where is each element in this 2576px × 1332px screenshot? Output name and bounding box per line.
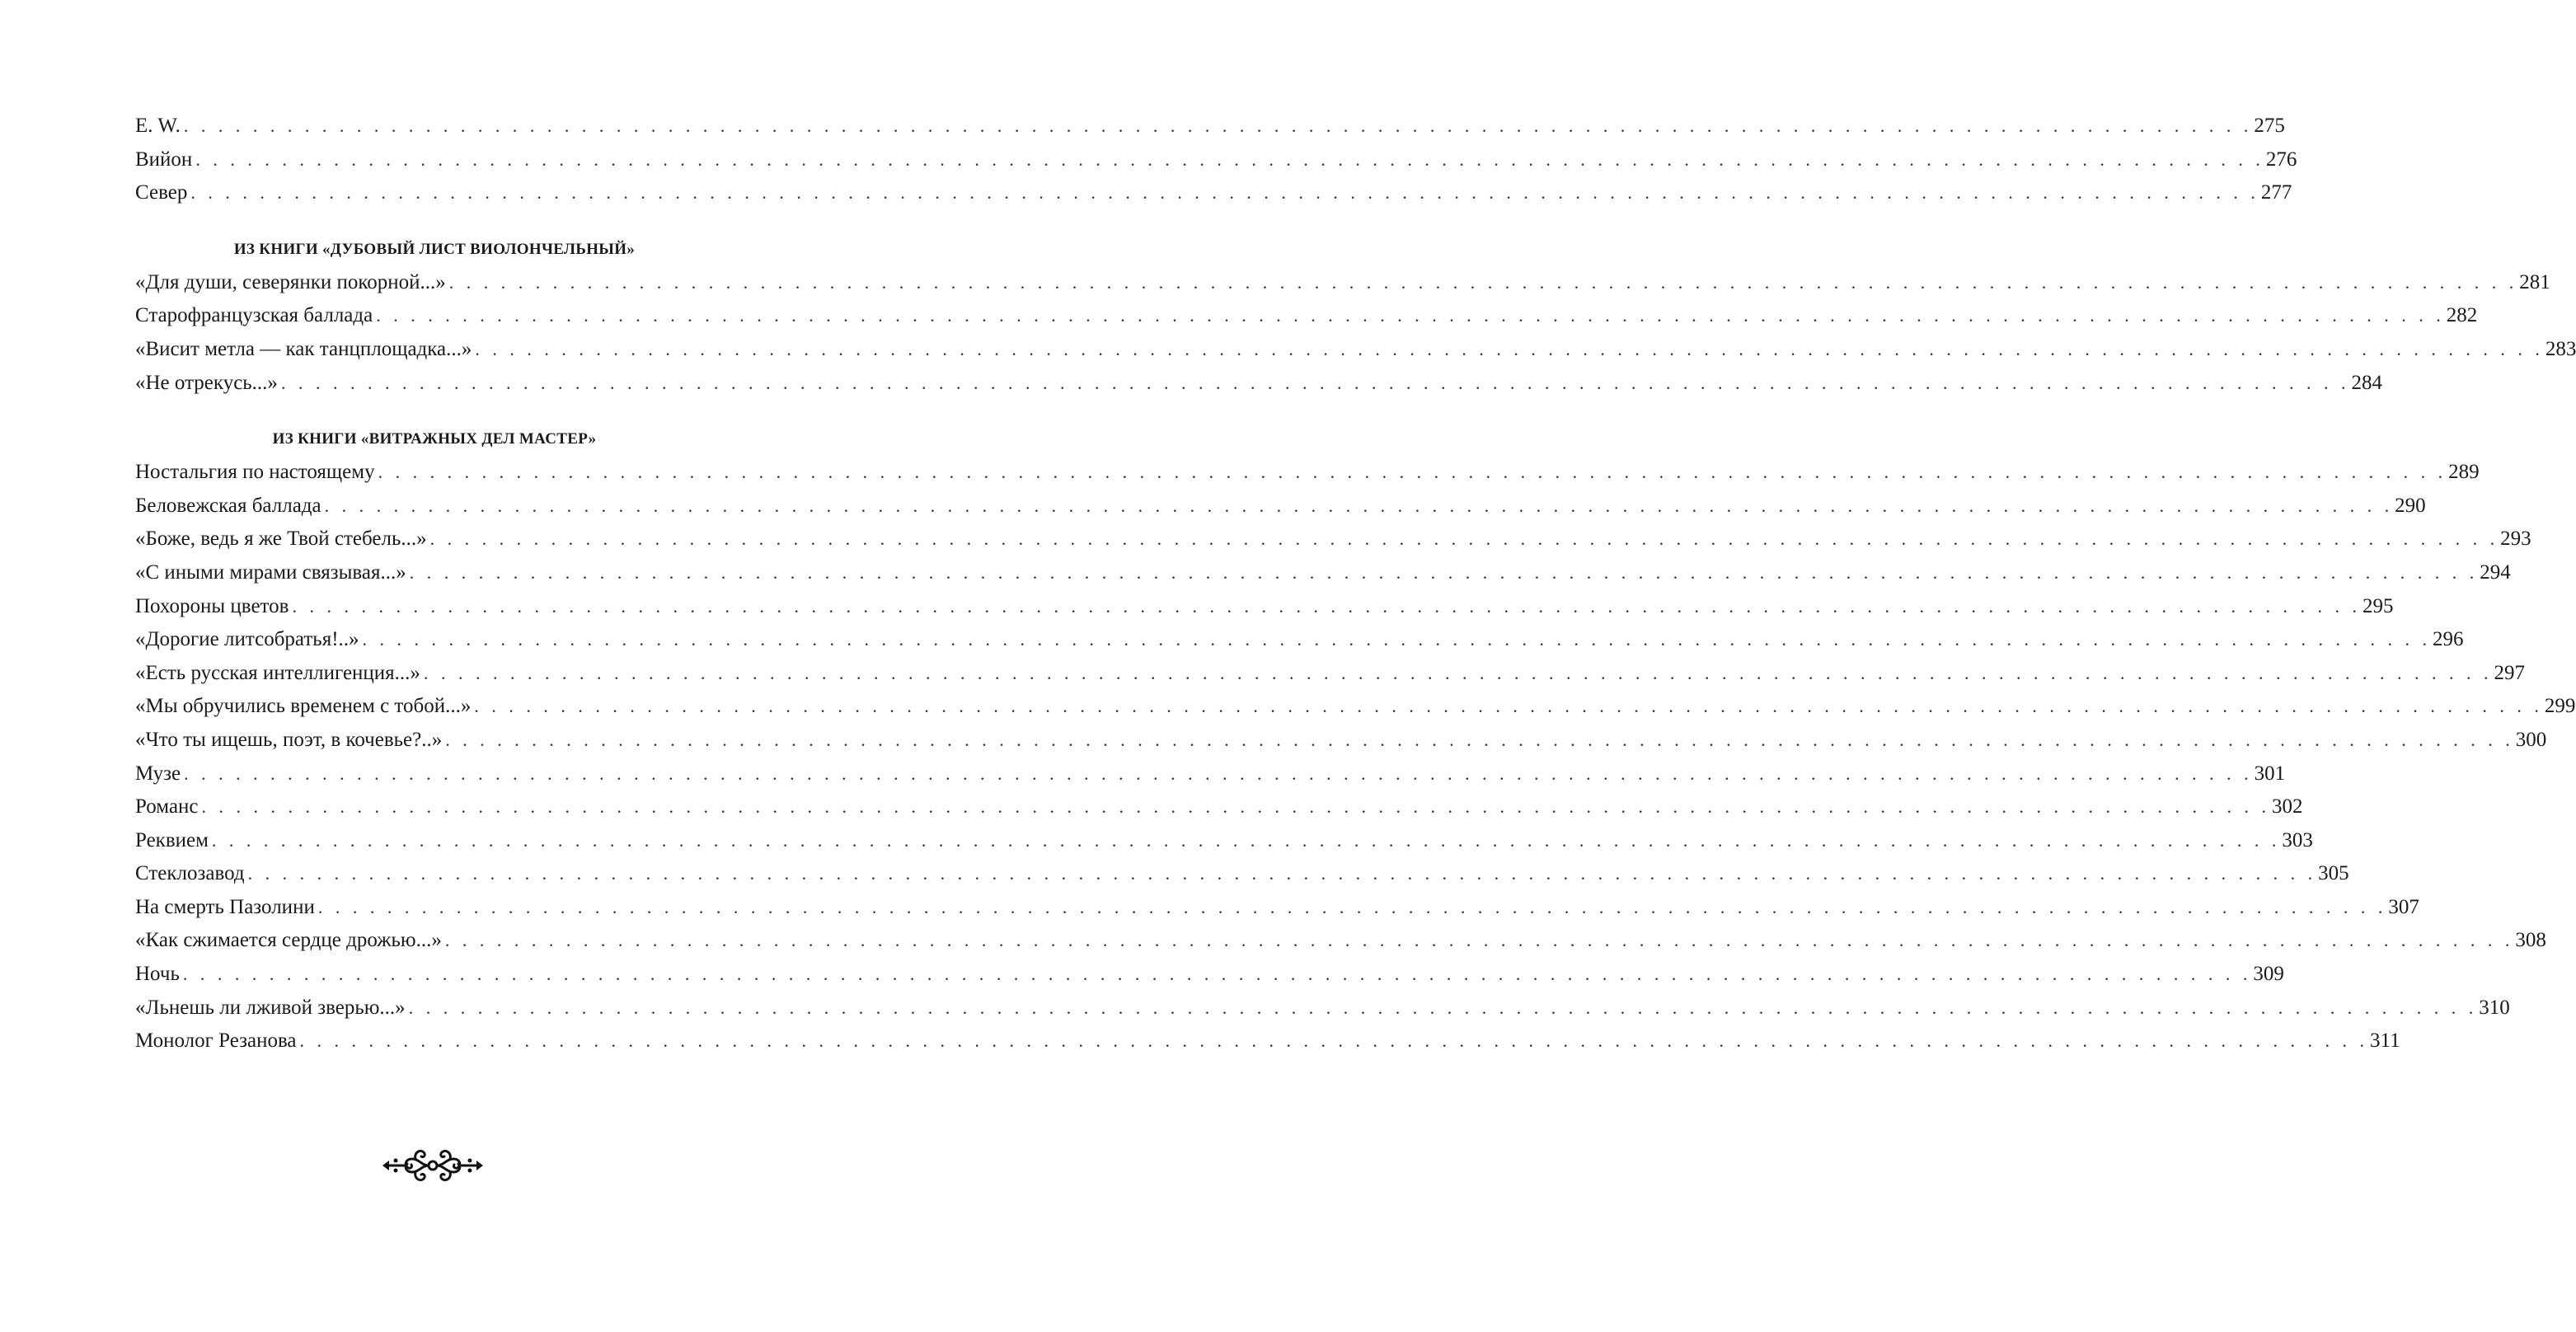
toc-entry-title: «Не отрекусь...» (135, 371, 278, 394)
toc-entry[interactable] (135, 490, 2426, 523)
dot-leader: . . . . . . . . . . . . . . . . . . . . . . . . . . . . . . . . . . . . . . . . . . . . . . . . . . . . . . . . . . . . . . . . . . . . . . . . . . . . . . . . . . . . . . . . . . . . . . . . . . . . . . . . . . . . . . . . . . . . . . . . (182, 964, 2252, 985)
dot-leader: . . . . . . . . . . . . . . . . . . . . . . . . . . . . . . . . . . . . . . . . . . . . . . . . . . . . . . . . . . . . . . . . . . . . . . . . . . . . . . . . . . . . . . . . . . . . . . . . . . . . . . . . . . . . . . . . . . . . . . . . (362, 629, 2432, 650)
toc-entry[interactable] (135, 924, 2546, 958)
dot-leader: . . . . . . . . . . . . . . . . . . . . . . . . . . . . . . . . . . . . . . . . . . . . . . . . . . . . . . . . . . . . . . . . . . . . . . . . . . . . . . . . . . . . . . . . . . . . . . . . . . . . . . . . . . . . . . . . . . . . . . . . (317, 896, 2387, 917)
toc-entry[interactable] (135, 724, 2547, 757)
toc-entry[interactable] (135, 958, 2284, 992)
toc-entry[interactable] (135, 590, 2394, 624)
toc-entry[interactable] (135, 657, 2525, 691)
toc-entry-page: 301 (2254, 762, 2286, 785)
toc-entry-page: 277 (2260, 181, 2292, 204)
toc-entry-page: 303 (2282, 828, 2313, 851)
toc-entry-title: «С иными мирами связывая...» (135, 560, 406, 584)
toc-entry-page: 295 (2362, 594, 2394, 617)
toc-entry-page: 275 (2254, 115, 2285, 137)
toc-entry-page: 310 (2479, 996, 2510, 1019)
toc-entry-title: «Дорогие литсобратья!..» (135, 628, 359, 651)
toc-entry-title: Север (135, 181, 188, 204)
toc-entry-page: 276 (2265, 148, 2297, 171)
toc-entry[interactable] (135, 556, 2511, 590)
toc-entry-title: «Как сжимается сердце дрожью...» (135, 929, 442, 952)
toc-entry-title: Монолог Резанова (135, 1029, 297, 1053)
dot-leader: . . . . . . . . . . . . . . . . . . . . . . . . . . . . . . . . . . . . . . . . . . . . . . . . . . . . . . . . . . . . . . . . . . . . . . . . . . . . . . . . . . . . . . . . . . . . . . . . . . . . . . . . . . . . . . . . . . . . . . . . (201, 796, 2271, 818)
dot-leader: . . . . . . . . . . . . . . . . . . . . . . . . . . . . . . . . . . . . . . . . . . . . . . . . . . . . . . . . . . . . . . . . . . . . . . . . . . . . . . . . . . . . . . . . . . . . . . . . . . . . . . . . . . . . . . . . . . . . . . . . (474, 696, 2543, 717)
toc-entry-page: 309 (2253, 963, 2284, 986)
toc-entry-title: Романс (135, 795, 199, 818)
toc-entry-title: Ночь (135, 963, 180, 986)
toc-entry-page: 282 (2446, 304, 2478, 327)
dot-leader: . . . . . . . . . . . . . . . . . . . . . . . . . . . . . . . . . . . . . . . . . . . . . . . . . . . . . . . . . . . . . . . . . . . . . . . . . . . . . . . . . . . . . . . . . . . . . . . . . . . . . . . . . . . . . . . . . . . . . . . . (429, 528, 2499, 550)
dot-leader: . . . . . . . . . . . . . . . . . . . . . . . . . . . . . . . . . . . . . . . . . . . . . . . . . . . . . . . . . . . . . . . . . . . . . . . . . . . . . . . . . . . . . . . . . . . . . . . . . . . . . . . . . . . . . . . . . . . . . . . . (183, 115, 2253, 136)
toc-entry[interactable] (135, 690, 2576, 724)
dot-leader: . . . . . . . . . . . . . . . . . . . . . . . . . . . . . . . . . . . . . . . . . . . . . . . . . . . . . . . . . . . . . . . . . . . . . . . . . . . . . . . . . . . . . . . . . . . . . . . . . . . . . . . . . . . . . . . . . . . . . . . . (444, 930, 2514, 951)
toc-entry[interactable] (135, 299, 2478, 333)
toc-entry[interactable] (135, 110, 2285, 143)
dot-leader: . . . . . . . . . . . . . . . . . . . . . . . . . . . . . . . . . . . . . . . . . . . . . . . . . . . . . . . . . . . . . . . . . . . . . . . . . . . . . . . . . . . . . . . . . . . . . . . . . . . . . . . . . . . . . . . . . . . . . . . . (475, 338, 2544, 359)
dot-leader: . . . . . . . . . . . . . . . . . . . . . . . . . . . . . . . . . . . . . . . . . . . . . . . . . . . . . . . . . . . . . . . . . . . . . . . . . . . . . . . . . . . . . . . . . . . . . . . . . . . . . . . . . . . . . . . . . . . . . . . . (280, 372, 2350, 393)
toc-entry[interactable] (135, 757, 2286, 791)
toc-entry-page: 293 (2500, 528, 2531, 551)
toc-entry[interactable] (135, 266, 2550, 300)
toc-entry-page: 284 (2351, 371, 2382, 394)
toc-entry-title: Старофранцузская баллада (135, 304, 373, 327)
toc-entry-page: 290 (2395, 494, 2426, 517)
toc-entry[interactable] (135, 333, 2576, 367)
dot-leader: . . . . . . . . . . . . . . . . . . . . . . . . . . . . . . . . . . . . . . . . . . . . . . . . . . . . . . . . . . . . . . . . . . . . . . . . . . . . . . . . . . . . . . . . . . . . . . . . . . . . . . . . . . . . . . . . . . . . . . . . (299, 1030, 2369, 1052)
toc-entry-title: Беловежская баллада (135, 494, 321, 517)
toc-entry-title: «Что ты ищешь, поэт, в кочевье?..» (135, 728, 443, 751)
toc-entry-title: Музе (135, 762, 181, 785)
toc-entry[interactable] (135, 176, 2292, 210)
dot-leader: . . . . . . . . . . . . . . . . . . . . . . . . . . . . . . . . . . . . . . . . . . . . . . . . . . . . . . . . . . . . . . . . . . . . . . . . . . . . . . . . . . . . . . . . . . . . . . . . . . . . . . . . . . . . . . . . . . . . . . . . (423, 662, 2493, 683)
toc-entry-title: Ностальгия по настоящему (135, 461, 375, 484)
toc-entry-title: Стеклозавод (135, 862, 245, 885)
dot-leader: . . . . . . . . . . . . . . . . . . . . . . . . . . . . . . . . . . . . . . . . . . . . . . . . . . . . . . . . . . . . . . . . . . . . . . . . . . . . . . . . . . . . . . . . . . . . . . . . . . . . . . . . . . . . . . . . . . . . . . . . (247, 863, 2317, 884)
toc-entry-page: 297 (2494, 661, 2525, 684)
toc-entry-page: 308 (2515, 929, 2546, 952)
toc-entry[interactable] (135, 857, 2349, 891)
toc-entry-page: 299 (2544, 695, 2576, 718)
table-of-contents (135, 110, 2576, 1058)
dot-leader: . . . . . . . . . . . . . . . . . . . . . . . . . . . . . . . . . . . . . . . . . . . . . . . . . . . . . . . . . . . . . . . . . . . . . . . . . . . . . . . . . . . . . . . . . . . . . . . . . . . . . . . . . . . . . . . . . . . . . . . . (292, 595, 2361, 617)
toc-entry-page: 300 (2515, 728, 2547, 751)
dot-leader: . . . . . . . . . . . . . . . . . . . . . . . . . . . . . . . . . . . . . . . . . . . . . . . . . . . . . . . . . . . . . . . . . . . . . . . . . . . . . . . . . . . . . . . . . . . . . . . . . . . . . . . . . . . . . . . . . . . . . . . . (409, 561, 2479, 583)
toc-entry-title: «Для души, северянки покорной...» (135, 270, 446, 293)
dot-leader: . . . . . . . . . . . . . . . . . . . . . . . . . . . . . . . . . . . . . . . . . . . . . . . . . . . . . . . . . . . . . . . . . . . . . . . . . . . . . . . . . . . . . . . . . . . . . . . . . . . . . . . . . . . . . . . . . . . . . . . . (211, 829, 2281, 851)
toc-entry[interactable] (135, 891, 2419, 925)
dot-leader: . . . . . . . . . . . . . . . . . . . . . . . . . . . . . . . . . . . . . . . . . . . . . . . . . . . . . . . . . . . . . . . . . . . . . . . . . . . . . . . . . . . . . . . . . . . . . . . . . . . . . . . . . . . . . . . . . . . . . . . . (448, 271, 2518, 293)
toc-entry[interactable] (135, 143, 2297, 177)
dot-leader: . . . . . . . . . . . . . . . . . . . . . . . . . . . . . . . . . . . . . . . . . . . . . . . . . . . . . . . . . . . . . . . . . . . . . . . . . . . . . . . . . . . . . . . . . . . . . . . . . . . . . . . . . . . . . . . . . . . . . . . . (378, 462, 2447, 483)
dot-leader: . . . . . . . . . . . . . . . . . . . . . . . . . . . . . . . . . . . . . . . . . . . . . . . . . . . . . . . . . . . . . . . . . . . . . . . . . . . . . . . . . . . . . . . . . . . . . . . . . . . . . . . . . . . . . . . . . . . . . . . . (195, 148, 2264, 170)
toc-entry[interactable] (135, 456, 2480, 490)
toc-entry-title: Вийон (135, 148, 193, 171)
toc-entry[interactable] (135, 1025, 2400, 1058)
toc-entry-page: 302 (2272, 795, 2303, 818)
dot-leader: . . . . . . . . . . . . . . . . . . . . . . . . . . . . . . . . . . . . . . . . . . . . . . . . . . . . . . . . . . . . . . . . . . . . . . . . . . . . . . . . . . . . . . . . . . . . . . . . . . . . . . . . . . . . . . . . . . . . . . . . (376, 305, 2445, 326)
floral-flourish-icon (379, 1141, 486, 1190)
toc-entry-title: «Боже, ведь я же Твой стебель...» (135, 528, 427, 551)
toc-entry[interactable] (135, 824, 2313, 858)
dot-leader: . . . . . . . . . . . . . . . . . . . . . . . . . . . . . . . . . . . . . . . . . . . . . . . . . . . . . . . . . . . . . . . . . . . . . . . . . . . . . . . . . . . . . . . . . . . . . . . . . . . . . . . . . . . . . . . . . . . . . . . . (445, 729, 2514, 750)
toc-entry-title: На смерть Пазолини (135, 895, 315, 918)
dot-leader: . . . . . . . . . . . . . . . . . . . . . . . . . . . . . . . . . . . . . . . . . . . . . . . . . . . . . . . . . . . . . . . . . . . . . . . . . . . . . . . . . . . . . . . . . . . . . . . . . . . . . . . . . . . . . . . . . . . . . . . . (408, 997, 2478, 1018)
toc-entry-page: 283 (2545, 337, 2576, 360)
toc-entry-page: 289 (2448, 461, 2480, 484)
toc-entry[interactable] (135, 790, 2303, 824)
toc-entry-title: Реквием (135, 828, 209, 851)
dot-leader: . . . . . . . . . . . . . . . . . . . . . . . . . . . . . . . . . . . . . . . . . . . . . . . . . . . . . . . . . . . . . . . . . . . . . . . . . . . . . . . . . . . . . . . . . . . . . . . . . . . . . . . . . . . . . . . . . . . . . . . . (324, 495, 2394, 516)
toc-entry[interactable] (135, 367, 2382, 401)
toc-entry-title: «Есть русская интеллигенция...» (135, 661, 420, 684)
section-heading: ИЗ КНИГИ «ВИТРАЖНЫХ ДЕЛ МАСТЕР» (272, 430, 597, 448)
toc-entry[interactable] (135, 992, 2510, 1025)
dot-leader: . . . . . . . . . . . . . . . . . . . . . . . . . . . . . . . . . . . . . . . . . . . . . . . . . . . . . . . . . . . . . . . . . . . . . . . . . . . . . . . . . . . . . . . . . . . . . . . . . . . . . . . . . . . . . . . . . . . . . . . . (184, 762, 2253, 784)
toc-entry-page: 281 (2519, 270, 2550, 293)
toc-entry-title: Похороны цветов (135, 594, 289, 617)
toc-entry[interactable] (135, 623, 2464, 657)
dot-leader: . . . . . . . . . . . . . . . . . . . . . . . . . . . . . . . . . . . . . . . . . . . . . . . . . . . . . . . . . . . . . . . . . . . . . . . . . . . . . . . . . . . . . . . . . . . . . . . . . . . . . . . . . . . . . . . . . . . . . . . . (190, 182, 2259, 204)
toc-entry-title: E. W. (135, 115, 181, 137)
toc-entry-page: 296 (2433, 628, 2464, 651)
toc-entry-page: 311 (2370, 1029, 2400, 1053)
toc-entry-title: «Мы обручились временем с тобой...» (135, 695, 472, 718)
toc-entry-title: «Льнешь ли лживой зверью...» (135, 996, 406, 1019)
toc-entry-page: 294 (2480, 560, 2511, 584)
toc-entry-page: 305 (2318, 862, 2349, 885)
section-heading: ИЗ КНИГИ «ДУБОВЫЙ ЛИСТ ВИОЛОНЧЕЛЬНЫЙ» (233, 240, 636, 258)
toc-entry-page: 307 (2388, 895, 2419, 918)
toc-entry-title: «Висит метла — как танцплощадка...» (135, 337, 472, 360)
toc-entry[interactable] (135, 523, 2531, 556)
